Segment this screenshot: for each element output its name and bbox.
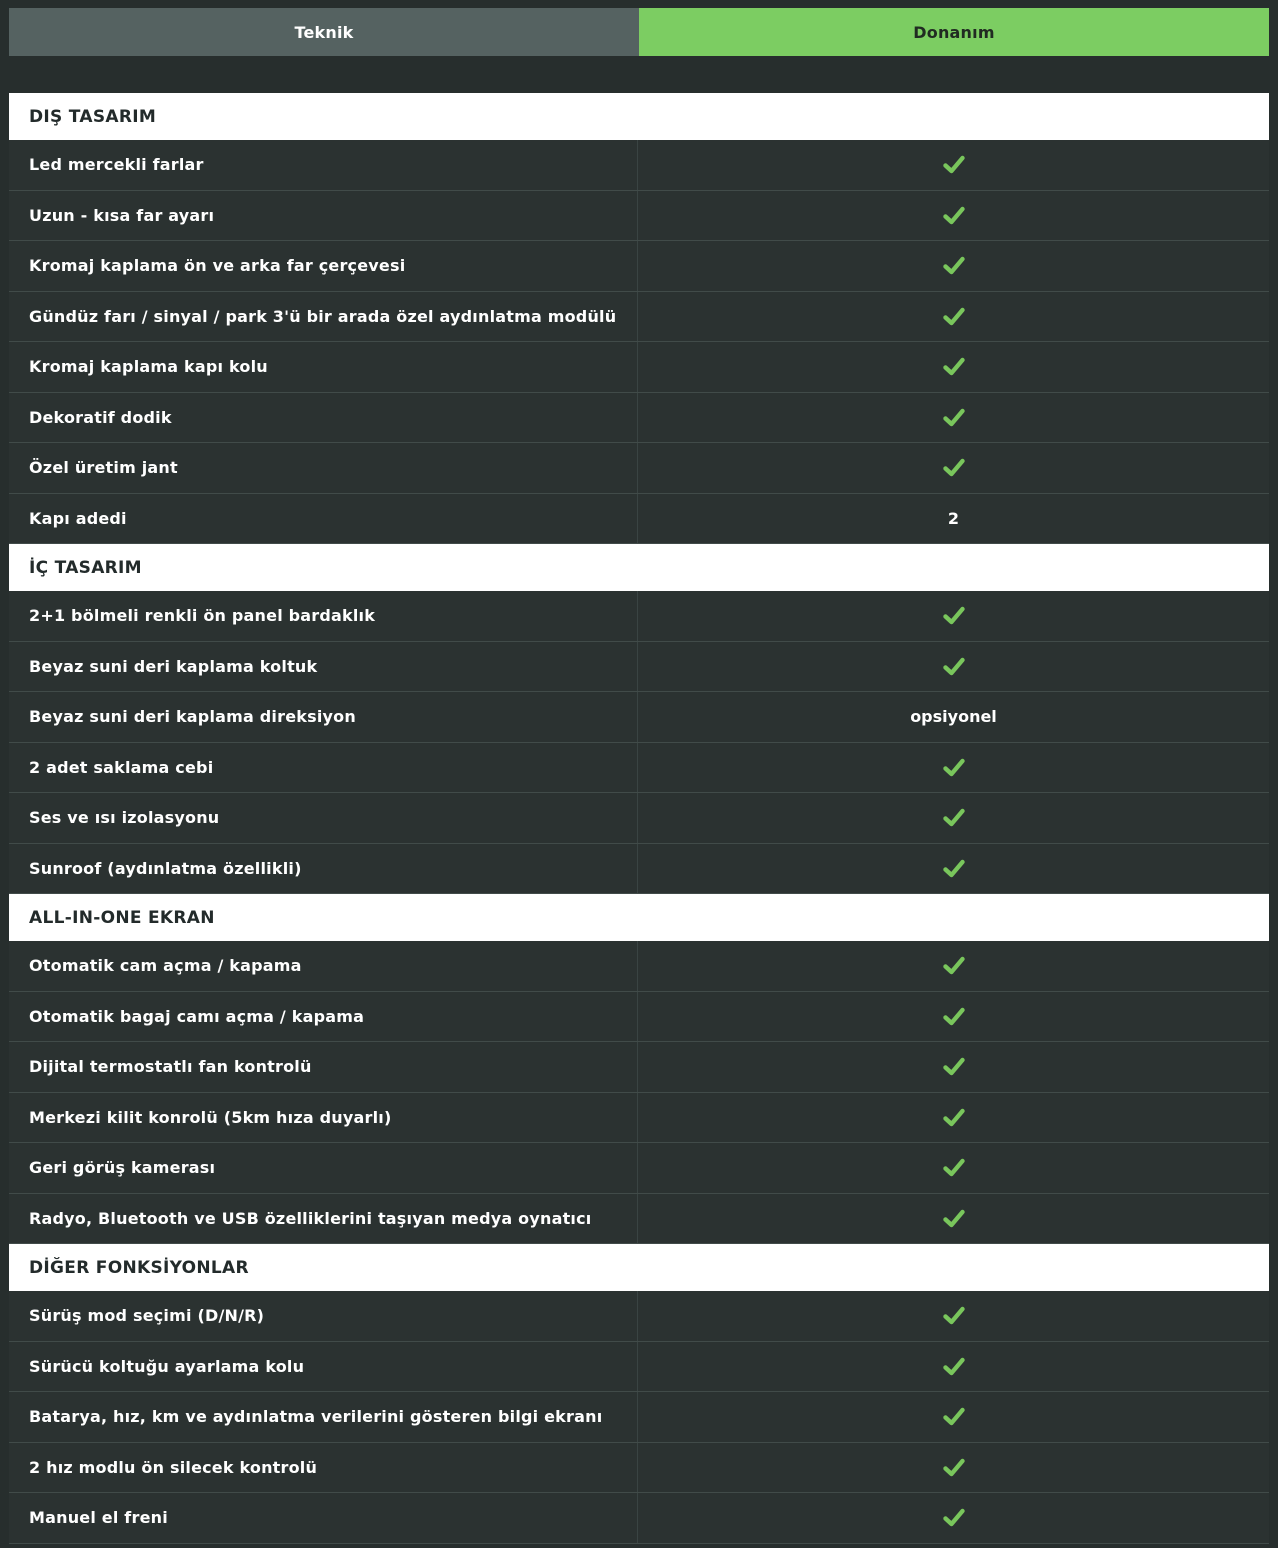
checkmark-icon <box>942 808 966 827</box>
feature-label: Batarya, hız, km ve aydınlatma verilerini gösteren bilgi ekranı <box>29 1407 603 1427</box>
feature-value <box>637 342 1269 392</box>
checkmark-icon <box>942 1108 966 1127</box>
feature-label: 2+1 bölmeli renkli ön panel bardaklık <box>29 606 376 626</box>
checkmark-icon <box>942 408 966 427</box>
feature-label: Gündüz farı / sinyal / park 3'ü bir arada özel aydınlatma modülü <box>29 306 617 326</box>
feature-value <box>637 591 1269 641</box>
checkmark-icon <box>942 1357 966 1376</box>
table-row <box>9 1291 1269 1342</box>
table-row <box>9 844 1269 895</box>
checkmark-icon <box>942 657 966 676</box>
checkmark-icon <box>942 357 966 376</box>
feature-value <box>637 743 1269 793</box>
spec-table <box>9 93 1269 1544</box>
table-row <box>9 992 1269 1043</box>
table-row <box>9 642 1269 693</box>
feature-value <box>637 1493 1269 1543</box>
feature-value <box>637 1143 1269 1193</box>
section-header: DİĞER FONKSİYONLAR <box>9 1244 1269 1291</box>
feature-label: Beyaz suni deri kaplama direksiyon <box>29 707 356 727</box>
feature-value: opsiyonel <box>637 692 1269 742</box>
spacer <box>9 56 1269 93</box>
feature-label: Geri görüş kamerası <box>29 1158 216 1178</box>
feature-value <box>637 1042 1269 1092</box>
checkmark-icon <box>942 307 966 326</box>
feature-label: Led mercekli farlar <box>29 155 204 175</box>
feature-value <box>637 1443 1269 1493</box>
feature-label: Sürüş mod seçimi (D/N/R) <box>29 1306 265 1326</box>
feature-label: Sürücü koltuğu ayarlama kolu <box>29 1356 305 1376</box>
checkmark-icon <box>942 1407 966 1426</box>
tab-teknik[interactable]: Teknik <box>9 8 639 56</box>
checkmark-icon <box>942 1306 966 1325</box>
feature-label: Uzun - kısa far ayarı <box>29 205 215 225</box>
table-row <box>9 393 1269 444</box>
table-row <box>9 743 1269 794</box>
table-row <box>9 1342 1269 1393</box>
tab-bar <box>9 8 1269 56</box>
table-row <box>9 191 1269 242</box>
feature-label: Ses ve ısı izolasyonu <box>29 808 220 828</box>
feature-label: Sunroof (aydınlatma özellikli) <box>29 858 302 878</box>
feature-value <box>637 1291 1269 1341</box>
checkmark-icon <box>942 206 966 225</box>
checkmark-icon <box>942 758 966 777</box>
checkmark-icon <box>942 458 966 477</box>
feature-value <box>637 941 1269 991</box>
table-row <box>9 1042 1269 1093</box>
tab-donanim[interactable]: Donanım <box>639 8 1269 56</box>
table-row <box>9 1493 1269 1544</box>
feature-value <box>637 844 1269 894</box>
table-row <box>9 342 1269 393</box>
feature-value <box>637 191 1269 241</box>
feature-label: Kapı adedi <box>29 508 127 528</box>
feature-value <box>637 642 1269 692</box>
checkmark-icon <box>942 155 966 174</box>
table-row <box>9 1093 1269 1144</box>
feature-value <box>637 1392 1269 1442</box>
feature-value <box>637 992 1269 1042</box>
table-row <box>9 494 1269 545</box>
checkmark-icon <box>942 1458 966 1477</box>
table-row <box>9 241 1269 292</box>
feature-label: Manuel el freni <box>29 1508 168 1528</box>
section-header: DIŞ TASARIM <box>9 93 1269 140</box>
feature-label: Otomatik cam açma / kapama <box>29 956 302 976</box>
checkmark-icon <box>942 256 966 275</box>
section-header: İÇ TASARIM <box>9 544 1269 591</box>
feature-label: Merkezi kilit konrolü (5km hıza duyarlı) <box>29 1107 392 1127</box>
checkmark-icon <box>942 1508 966 1527</box>
feature-value <box>637 1342 1269 1392</box>
feature-label: Otomatik bagaj camı açma / kapama <box>29 1006 365 1026</box>
table-row <box>9 793 1269 844</box>
feature-label: Beyaz suni deri kaplama koltuk <box>29 656 318 676</box>
feature-value <box>637 393 1269 443</box>
checkmark-icon <box>942 956 966 975</box>
feature-label: Radyo, Bluetooth ve USB özelliklerini taşıyan medya oynatıcı <box>29 1208 592 1228</box>
feature-label: Dijital termostatlı fan kontrolü <box>29 1057 312 1077</box>
table-row <box>9 1443 1269 1494</box>
feature-value <box>637 1093 1269 1143</box>
checkmark-icon <box>942 1209 966 1228</box>
feature-label: Özel üretim jant <box>29 458 178 478</box>
table-row <box>9 692 1269 743</box>
table-row <box>9 443 1269 494</box>
section-header: ALL-IN-ONE EKRAN <box>9 894 1269 941</box>
table-row <box>9 140 1269 191</box>
checkmark-icon <box>942 1007 966 1026</box>
feature-value <box>637 241 1269 291</box>
checkmark-icon <box>942 1057 966 1076</box>
table-row <box>9 1392 1269 1443</box>
feature-value <box>637 292 1269 342</box>
feature-label: Kromaj kaplama ön ve arka far çerçevesi <box>29 256 406 276</box>
feature-value <box>637 793 1269 843</box>
table-row <box>9 1194 1269 1245</box>
checkmark-icon <box>942 1158 966 1177</box>
checkmark-icon <box>942 606 966 625</box>
feature-label: 2 adet saklama cebi <box>29 757 214 777</box>
feature-label: Dekoratif dodik <box>29 407 172 427</box>
table-row <box>9 591 1269 642</box>
checkmark-icon <box>942 859 966 878</box>
table-row <box>9 292 1269 343</box>
table-row <box>9 941 1269 992</box>
feature-label: 2 hız modlu ön silecek kontrolü <box>29 1457 318 1477</box>
table-row <box>9 1143 1269 1194</box>
feature-value <box>637 443 1269 493</box>
feature-value: 2 <box>637 494 1269 544</box>
feature-value <box>637 140 1269 190</box>
feature-value <box>637 1194 1269 1244</box>
feature-label: Kromaj kaplama kapı kolu <box>29 357 268 377</box>
